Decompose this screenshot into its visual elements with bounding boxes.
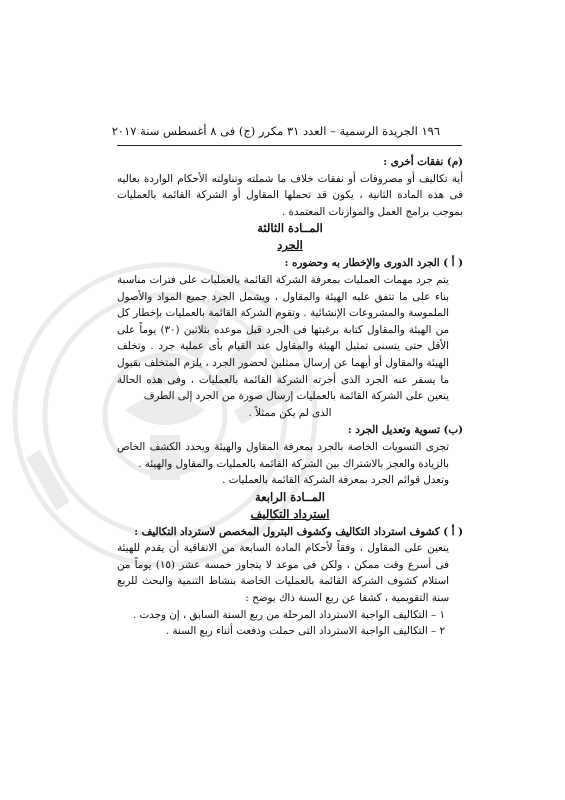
article3-b-body: تجرى التسويات الخاصة بالجرد بمعرفة المقاول والهيئة ويحدد الكشف الخاص بالزيادة والعجز بالاشتراك بين الشركة القائمة بالعمليات والمقاول والهيئة .	[117, 440, 449, 470]
article3-a-body: يتم جرد مهمات العمليات بمعرفة الشركة القائمة بالعمليات على فترات مناسبة بناء على ما تتفق عليه الهيئة والمقاول ، ويشمل الجرد جميع المواد والأصول الملموسة والمشروعات الإنشائية . وتقوم الشركة القائمة بالعمليات بإخطار كل من الهيئة والمقاول كتابة برغبتها فى الجرد قبل موعده بثلاثين (٣٠) يوماً على الأقل حتى يتسنى تمثيل الهيئة والمقاول عند القيام بأى عملية جرد . وتخلف الهيئة والمقاول أو أيهما عن إرسال ممثلين لحضور الجرد ، يلزم المتخلف بقبول ما يسفر عنه الجرد الذى أجرته الشركة القائمة بالعمليات ، وفى هذه الحالة يتعين على الشركة القائمة بالعمليات إرسال صورة من الجرد إلى الطرف	[117, 273, 449, 403]
article3-heading: المــادة الثالثة	[257, 221, 323, 236]
article3-b-title: (ب) تسوية وتعديل الجرد :	[347, 424, 463, 437]
article3-subheading: الجرد	[277, 238, 303, 253]
list-item: ٢ – التكاليف الواجبة الاسترداد التى حملت ودفعت أثناء ربع السنة .	[165, 625, 445, 638]
article4-subheading: استرداد التكاليف	[250, 506, 330, 521]
article3-a-last: الذى لم يكن ممثلاً .	[248, 406, 332, 419]
document-body	[117, 153, 463, 640]
article3-a-title: ( أ ) الجرد الدورى والإخطار به وحضوره :	[284, 257, 463, 270]
item-m-body: أية تكاليف أو مصروفات أو نفقات خلاف ما شملته وتناولته الأحكام الواردة بعاليه فى هذه المادة الثانية ، يكون قد تحملها المقاول أو الشركة القائمة بالعمليات بموجب برامج العمل والموازنات المعتمدة .	[117, 172, 463, 218]
article4-a-title: ( أ ) كشوف استرداد التكاليف وكشوف البترول المخصص لاسترداد التكاليف :	[134, 525, 463, 538]
item-m-title: (م) نفقات أخرى :	[383, 156, 463, 168]
list-item: ١ – التكاليف الواجبة الاسترداد المرحلة من ربع السنة السابق ، إن وجدت .	[132, 608, 445, 621]
article4-a-body: يتعين على المقاول ، وفقاً لأحكام المادة السابعة من الاتفاقية أن يقدم للهيئة فى أسرع وقت ممكن ، ولكن فى موعد لا يتجاوز خمسة عشر (١٥) يوماً من استلام كشوف الشركة القائمة بالعمليات الخاصة بنشاط التنمية والبحث للربع سنة التقويمية ، كشفا عن ربع السنة ذاك يوضح :	[117, 542, 449, 605]
header-divider	[117, 145, 462, 146]
article4-heading: المــادة الرابعة	[255, 489, 325, 504]
article3-b-body2: وتعدل قوائم الجرد بمعرفة الشركة القائمة بالعمليات .	[222, 474, 449, 487]
page-header: ١٩٦ الجريدة الرسمية – العدد ٣١ مكرر (ج) فى ٨ أغسطس سنة ٢٠١٧	[111, 124, 440, 138]
